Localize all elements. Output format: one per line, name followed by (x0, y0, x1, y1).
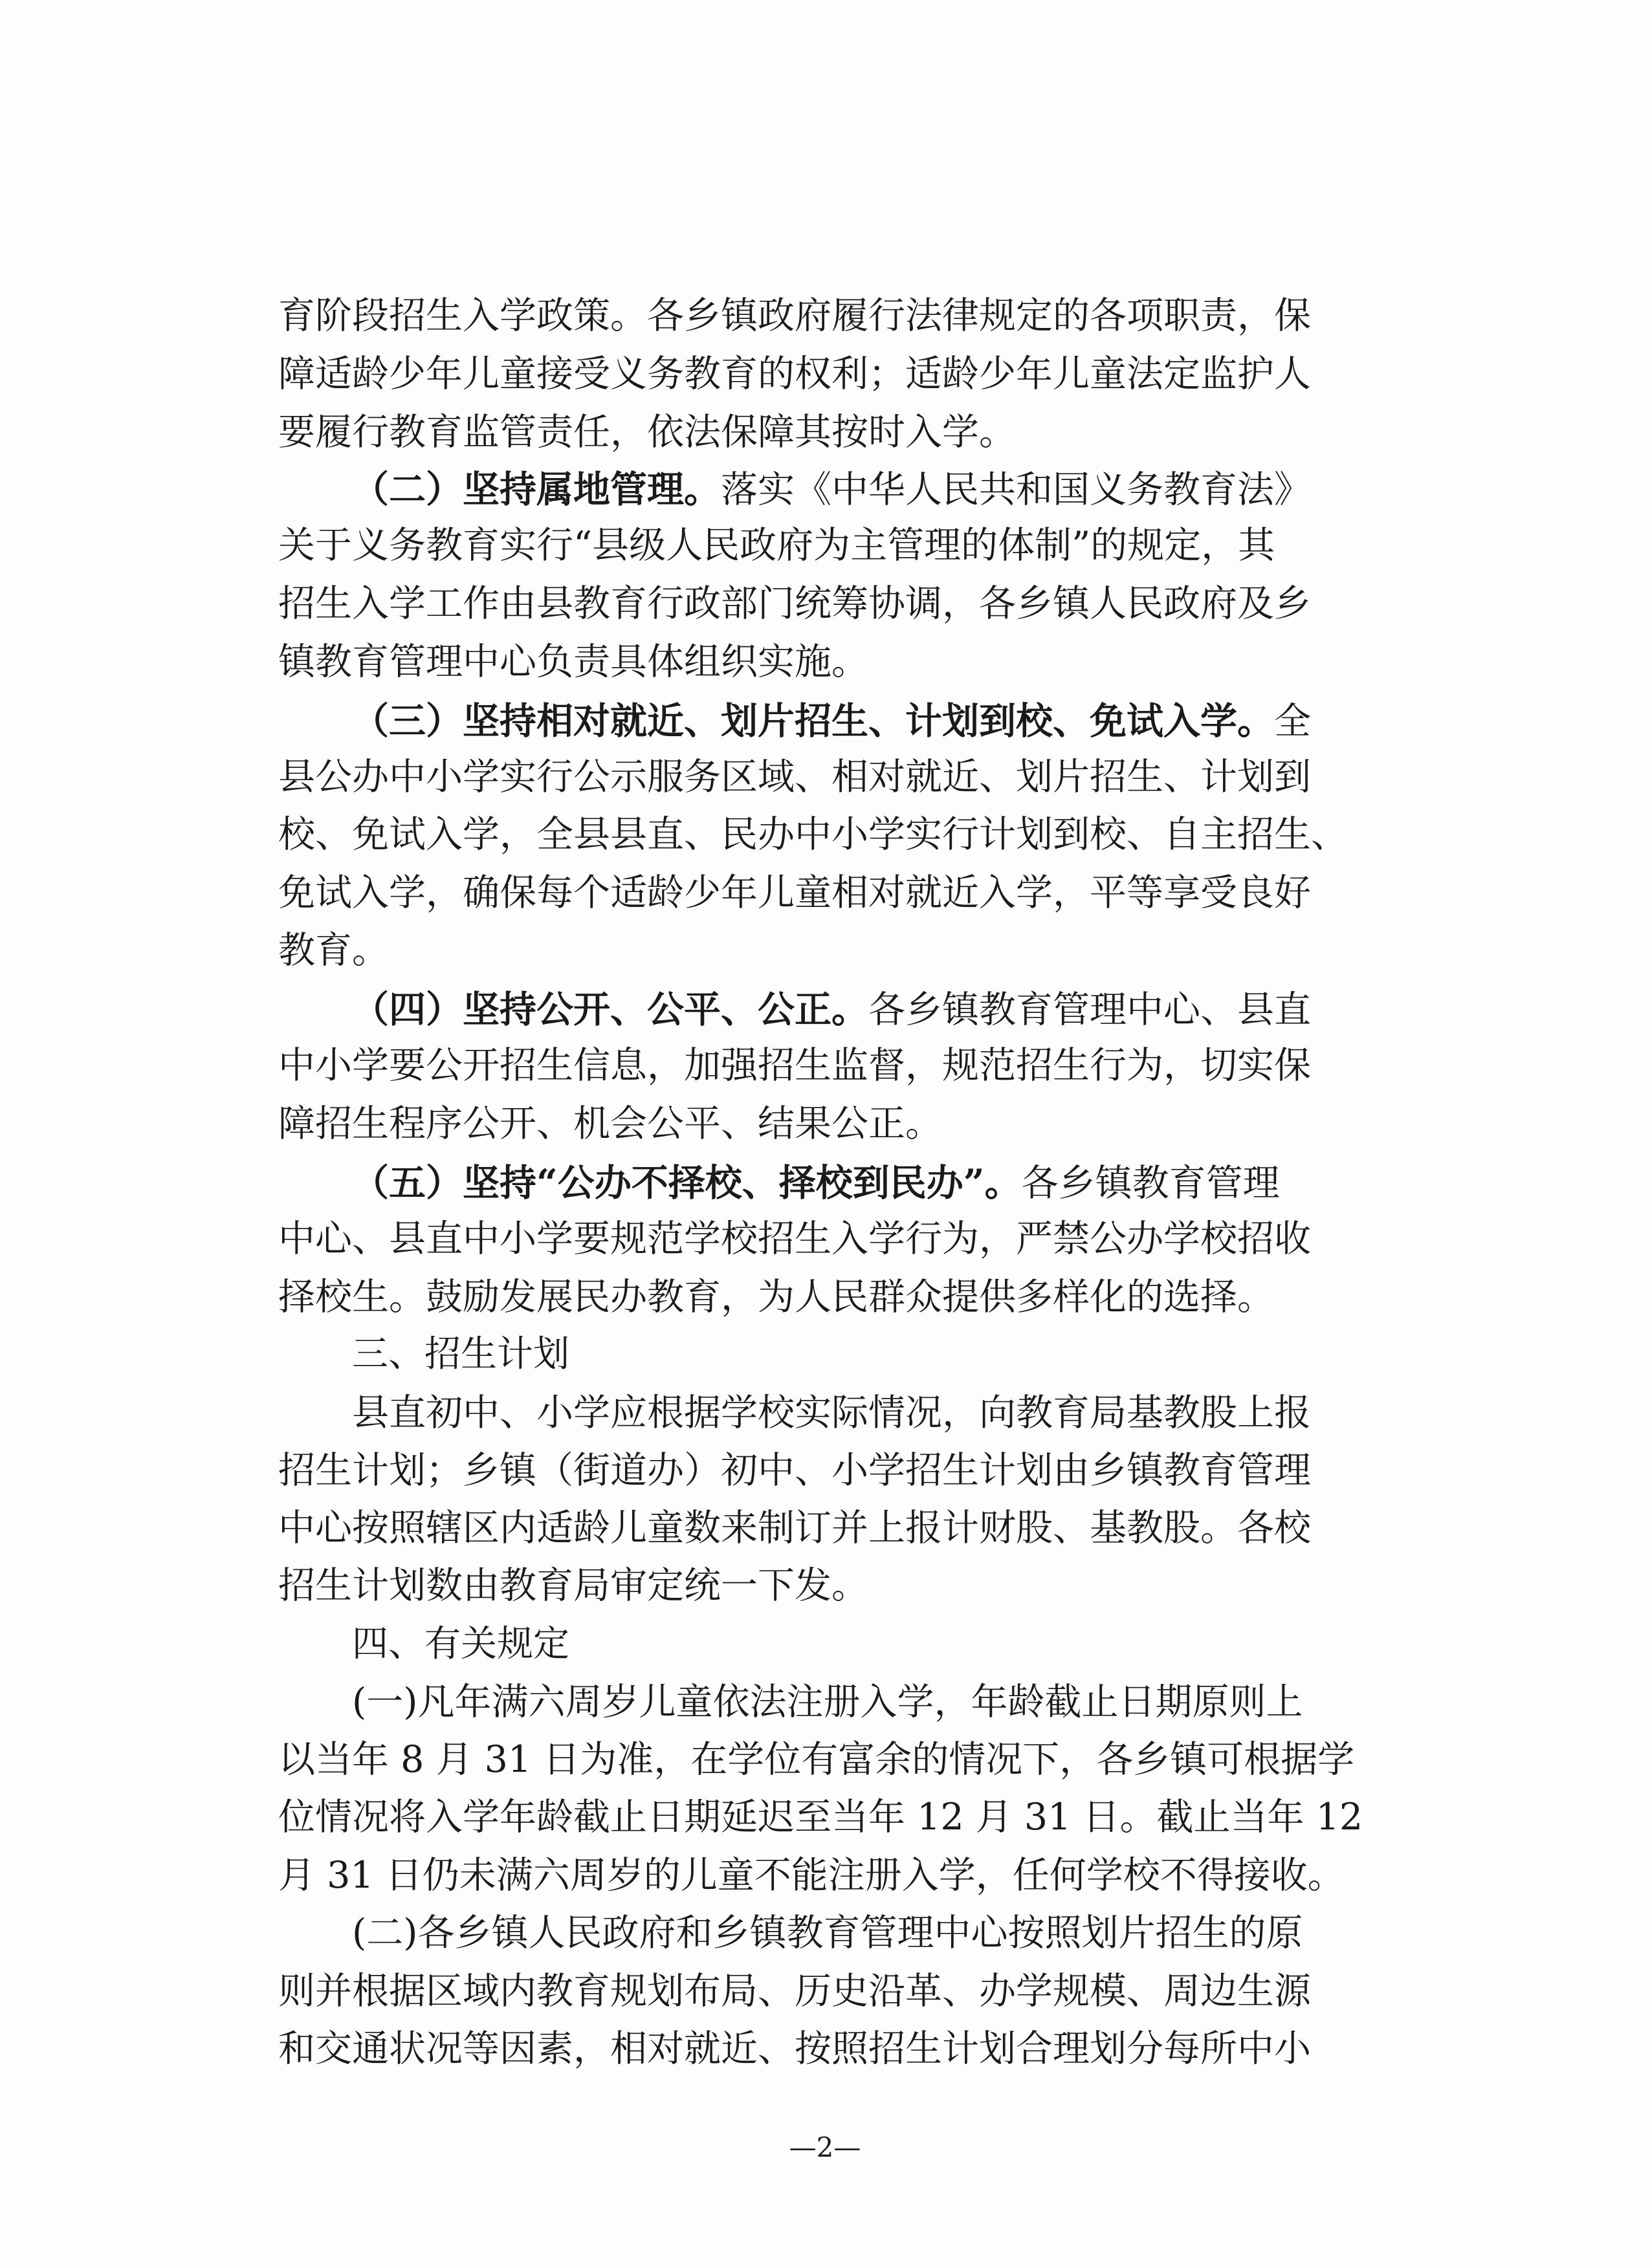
text-line: (二)各乡镇人民政府和乡镇教育管理中心按照划片招生的原 (352, 1912, 1303, 1954)
text-line: 免试入学，确保每个适龄少年儿童相对就近入学，平等享受良好 (278, 871, 1311, 914)
section-heading: （五）坚持“公办不择校、择校到民办”。 (352, 1161, 1022, 1205)
chapter-heading: 三、招生计划 (352, 1333, 569, 1375)
text-line: 中心、县直中小学要规范学校招生入学行为，严禁公办学校招收 (278, 1217, 1311, 1260)
text-line: 则并根据区域内教育规划布局、历史沿革、办学规模、周边生源 (278, 1970, 1311, 2012)
text-line: （四）坚持公开、公平、公正。各乡镇教育管理中心、县直 (352, 988, 1311, 1031)
text-line: 中小学要公开招生信息，加强招生监督，规范招生行为，切实保 (278, 1044, 1311, 1087)
text-line: 位情况将入学年龄截止日期延迟至当年 12 月 31 日。截止当年 12 (278, 1796, 1363, 1838)
section-heading: （四）坚持公开、公平、公正。 (352, 988, 868, 1031)
section-heading: （二）坚持属地管理。 (352, 468, 721, 511)
text-line: 县公办中小学实行公示服务区域、相对就近、划片招生、计划到 (278, 756, 1311, 798)
text-line: 中心按照辖区内适龄儿童数来制订并上报计财股、基教股。各校 (278, 1507, 1311, 1549)
chapter-heading: 四、有关规定 (352, 1623, 569, 1665)
text-line: 和交通状况等因素，相对就近、按照招生计划合理划分每所中小 (278, 2027, 1311, 2070)
text-line: （三）坚持相对就近、划片招生、计划到校、免试入学。全 (352, 699, 1311, 743)
text-line: 招生计划数由教育局审定统一下发。 (278, 1564, 868, 1607)
text-line: （五）坚持“公办不择校、择校到民办”。各乡镇教育管理 (352, 1161, 1280, 1205)
text-line: 障适龄少年儿童接受义务教育的权利；适龄少年儿童法定监护人 (278, 353, 1311, 395)
text-line: 月 31 日仍未满六周岁的儿童不能注册入学，任何学校不得接收。 (278, 1854, 1345, 1897)
text-line: 县直初中、小学应根据学校实际情况，向教育局基教股上报 (352, 1391, 1311, 1434)
text-line: （二）坚持属地管理。落实《中华人民共和国义务教育法》 (352, 468, 1311, 511)
text-line: 招生入学工作由县教育行政部门统筹协调，各乡镇人民政府及乡 (278, 582, 1311, 625)
page-number: —2— (789, 2132, 861, 2163)
text-line: (一)凡年满六周岁儿童依法注册入学，年龄截止日期原则上 (352, 1681, 1303, 1723)
text-line: 育阶段招生入学政策。各乡镇政府履行法律规定的各项职责，保 (278, 294, 1311, 337)
section-heading: （三）坚持相对就近、划片招生、计划到校、免试入学。 (352, 699, 1274, 743)
text-line: 关于义务教育实行“县级人民政府为主管理的体制”的规定，其 (278, 524, 1275, 567)
text-line: 择校生。鼓励发展民办教育，为人民群众提供多样化的选择。 (278, 1276, 1274, 1318)
text-line: 校、免试入学，全县县直、民办中小学实行计划到校、自主招生、 (278, 813, 1348, 856)
text-line: 障招生程序公开、机会公平、结果公正。 (278, 1102, 942, 1145)
text-line: 招生计划；乡镇（街道办）初中、小学招生计划由乡镇教育管理 (278, 1449, 1311, 1492)
text-line: 教育。 (278, 929, 389, 972)
text-line: 以当年 8 月 31 日为准，在学位有富余的情况下，各乡镇可根据学 (278, 1738, 1355, 1781)
text-line: 要履行教育监管责任，依法保障其按时入学。 (278, 411, 1016, 453)
text-line: 镇教育管理中心负责具体组织实施。 (278, 640, 868, 683)
